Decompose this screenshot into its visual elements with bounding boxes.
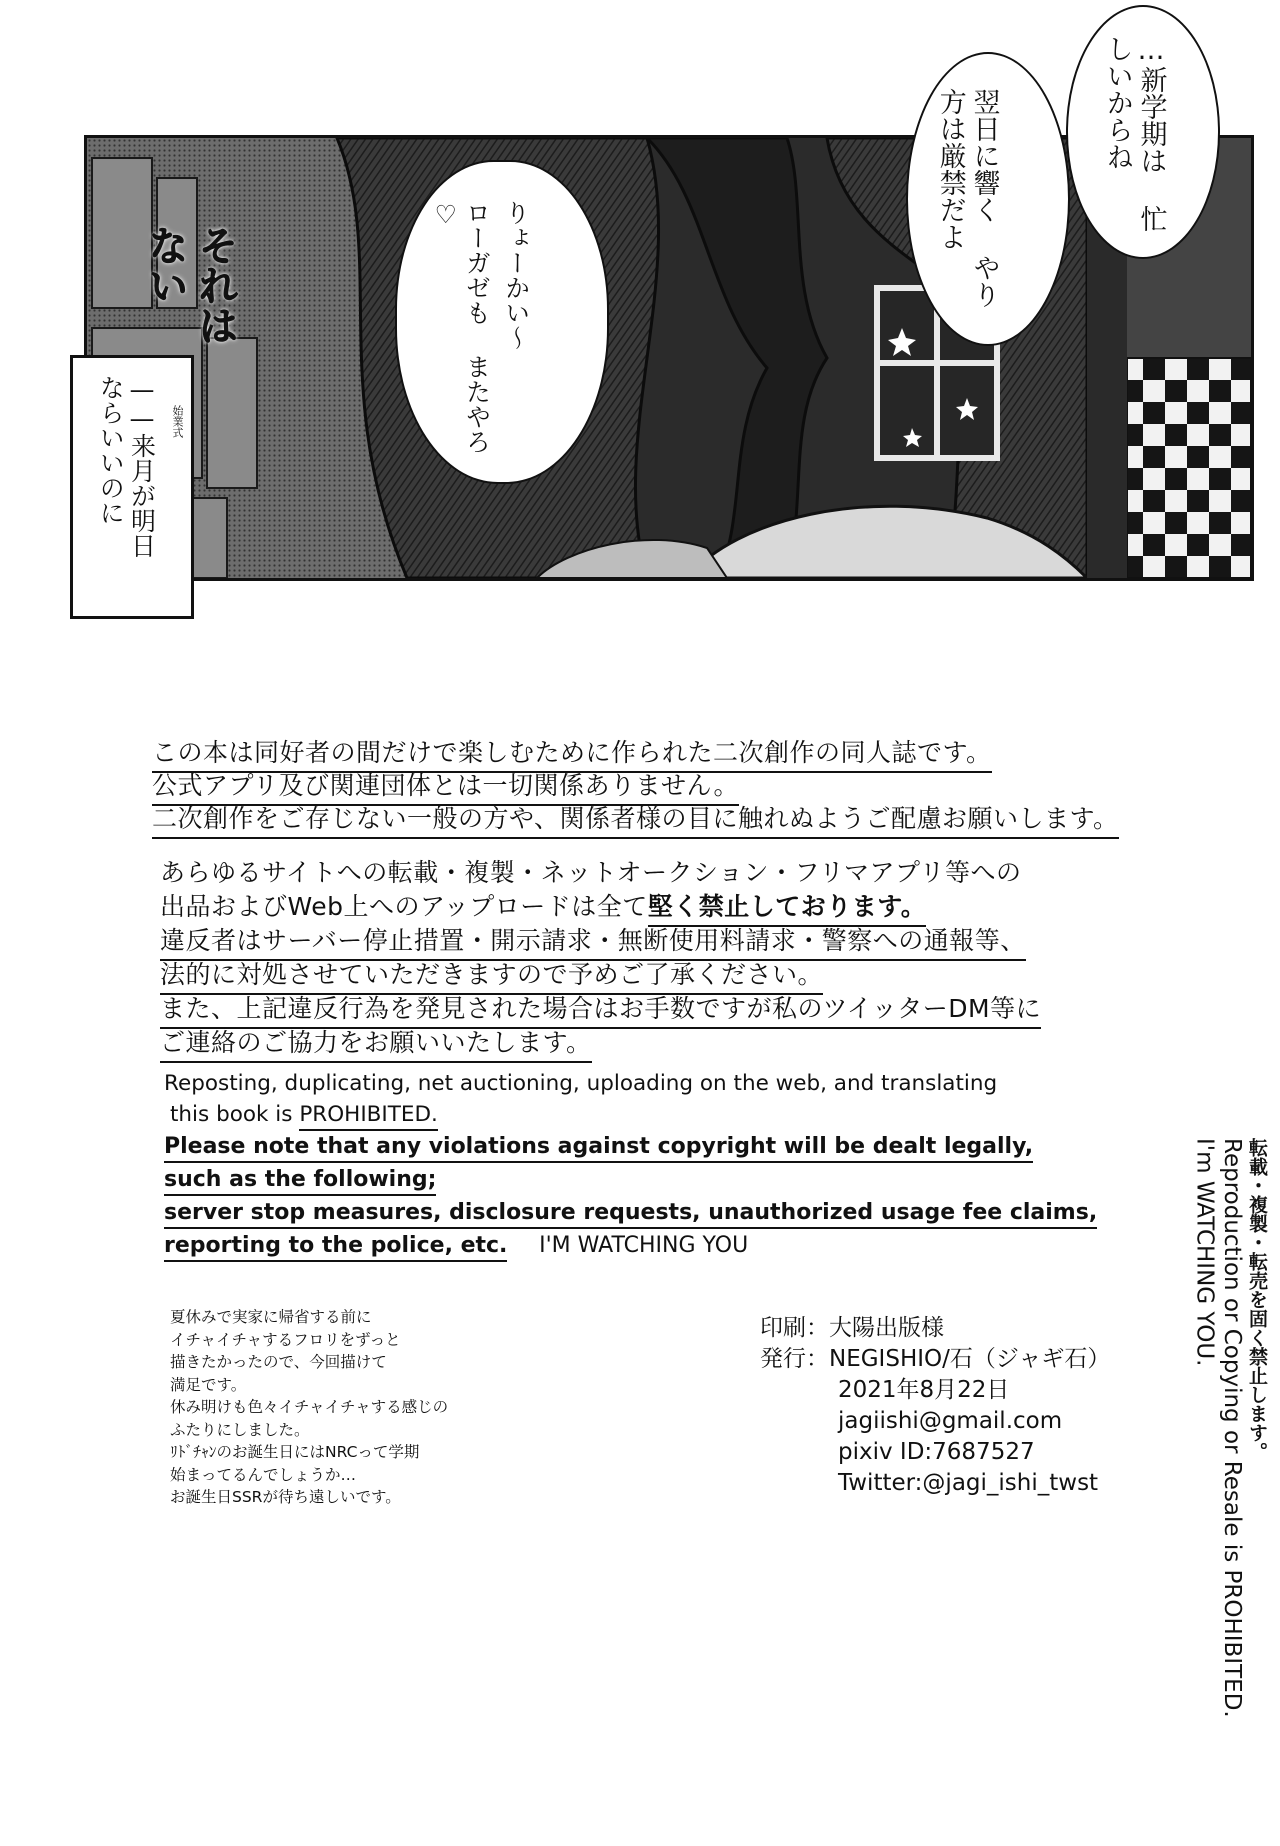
bubble-text-roger [430, 200, 532, 460]
shout-line-2: ない [142, 225, 188, 305]
narration-line-2: ならいいのに [96, 375, 126, 525]
notice-jp-line-9 [160, 1023, 592, 1063]
notice-jp-line-4 [160, 853, 1022, 889]
notice-en-line-4 [164, 1167, 436, 1196]
notice-jp-text: 二次創作をご存じない一般の方や、関係者様の目に触れぬようご配慮お願いします。 [152, 799, 1119, 839]
bubble-line-2: やり方は厳禁だよ [934, 88, 1000, 308]
notice-jp-text: 公式アプリ及び関連団体とは一切関係ありません。 [152, 766, 739, 806]
publisher-label: 発行： [760, 1346, 829, 1372]
panel-artwork [87, 138, 1251, 578]
notice-en-text: Please note that any violations against copyright will be dealt legally, [164, 1134, 1033, 1163]
notice-jp-emphasis: 堅く禁止しております。 [648, 887, 927, 927]
notice-jp-text: 法的に対処させていただきますので予めご了承ください。 [160, 955, 823, 995]
notice-jp-text: あらゆるサイトへの転載・複製・ネットオークション・フリマアプリ等への [160, 858, 1022, 887]
shout-line-1: それは [192, 225, 238, 345]
side-notice [1190, 1138, 1268, 1738]
notice-en-text: this book is [170, 1102, 300, 1127]
colophon-date: 2021年8月22日 [838, 1377, 1010, 1403]
notice-en-text: such as the following; [164, 1167, 436, 1196]
notice-en-watching: I'M WATCHING YOU [539, 1233, 749, 1258]
notice-en-line-5 [164, 1200, 1097, 1229]
notice-en-line-3 [164, 1134, 1033, 1163]
notice-en-text: reporting to the police, etc. [164, 1233, 507, 1262]
afterword-line: 始まってるんでしょうか… [170, 1465, 357, 1484]
side-notice-en-1: Reproduction or Copying or Resale is PROHIBITED. [1219, 1138, 1246, 1718]
shout-text [140, 225, 240, 355]
side-notice-en-2: I'm WATCHING YOU. [1191, 1138, 1218, 1367]
colophon-publisher [760, 1344, 1110, 1375]
side-notice-jp: 転載・複製・転売を固く禁止します。 [1245, 1138, 1268, 1461]
bubble-line-1: 翌日に響く [968, 88, 1000, 223]
notice-en-text: server stop measures, disclosure requests, unauthorized usage fee claims, [164, 1200, 1097, 1229]
notice-jp-text: また、上記違反行為を発見された場合はお手数ですが私のツイッターDM等に [160, 989, 1041, 1029]
colophon-email: jagiishi@gmail.com [838, 1408, 1063, 1434]
bubble-line-1: りょーかい～ [501, 200, 531, 350]
bubble-line-2: 忙しいからね [1101, 35, 1167, 232]
afterword-line: ﾘﾄﾞﾁｬﾝのお誕生日にはNRCって学期 [170, 1443, 420, 1461]
notice-en-line-6 [164, 1233, 748, 1262]
notice-en-line-2 [170, 1102, 438, 1131]
print-label: 印刷： [760, 1315, 829, 1341]
bubble-line-2: ローガゼも [462, 200, 492, 325]
bubble-line-3: またやろ♡ [431, 200, 492, 454]
notice-en-prohibited: PROHIBITED. [299, 1102, 438, 1131]
colophon-twitter: Twitter:@jagi_ishi_twst [838, 1470, 1099, 1496]
bubble-text-new-term [1100, 35, 1168, 245]
colophon-details [760, 1375, 1110, 1499]
notice-jp-text: ご連絡のご協力をお願いいたします。 [160, 1023, 592, 1063]
afterword-line: 描きたかったので、今回描けて [170, 1353, 387, 1371]
narration-ruby: 始業式 [171, 405, 184, 438]
afterword-line: お誕生日SSRが待ち遠しいです。 [170, 1488, 401, 1506]
afterword-line: 夏休みで実家に帰省する前に [170, 1308, 372, 1326]
afterword-line: イチャイチャするフロリをずっと [170, 1330, 401, 1349]
notice-en-line-1 [164, 1071, 997, 1096]
bubble-text-next-day [933, 88, 1001, 328]
narration-line-1: ——来月が明日 [127, 375, 157, 558]
afterword-line: 満足です。 [170, 1375, 247, 1394]
colophon [760, 1313, 1110, 1499]
narration-text [95, 375, 158, 605]
colophon-print [760, 1313, 1110, 1344]
afterword [170, 1306, 448, 1509]
colophon-pixiv: pixiv ID:7687527 [838, 1439, 1035, 1465]
bubble-line-1: …新学期は [1135, 35, 1167, 174]
afterword-line: ふたりにしました。 [170, 1420, 310, 1439]
notice-jp-text: 出品およびWeb上へのアップロードは全て [160, 892, 648, 921]
publisher-value: NEGISHIO/石（ジャギ石） [829, 1346, 1111, 1372]
notice-en-text: Reposting, duplicating, net auctioning, uploading on the web, and translating [164, 1071, 998, 1096]
print-value: 大陽出版様 [829, 1315, 944, 1341]
afterword-line: 休み明けも色々イチャイチャする感じの [170, 1398, 449, 1416]
notice-jp-text: 違反者はサーバー停止措置・開示請求・無断使用料請求・警察への通報等、 [160, 921, 1026, 961]
notice-jp-line-3 [152, 799, 1119, 839]
notice-jp-text: この本は同好者の間だけで楽しむために作られた二次創作の同人誌です。 [152, 733, 992, 773]
